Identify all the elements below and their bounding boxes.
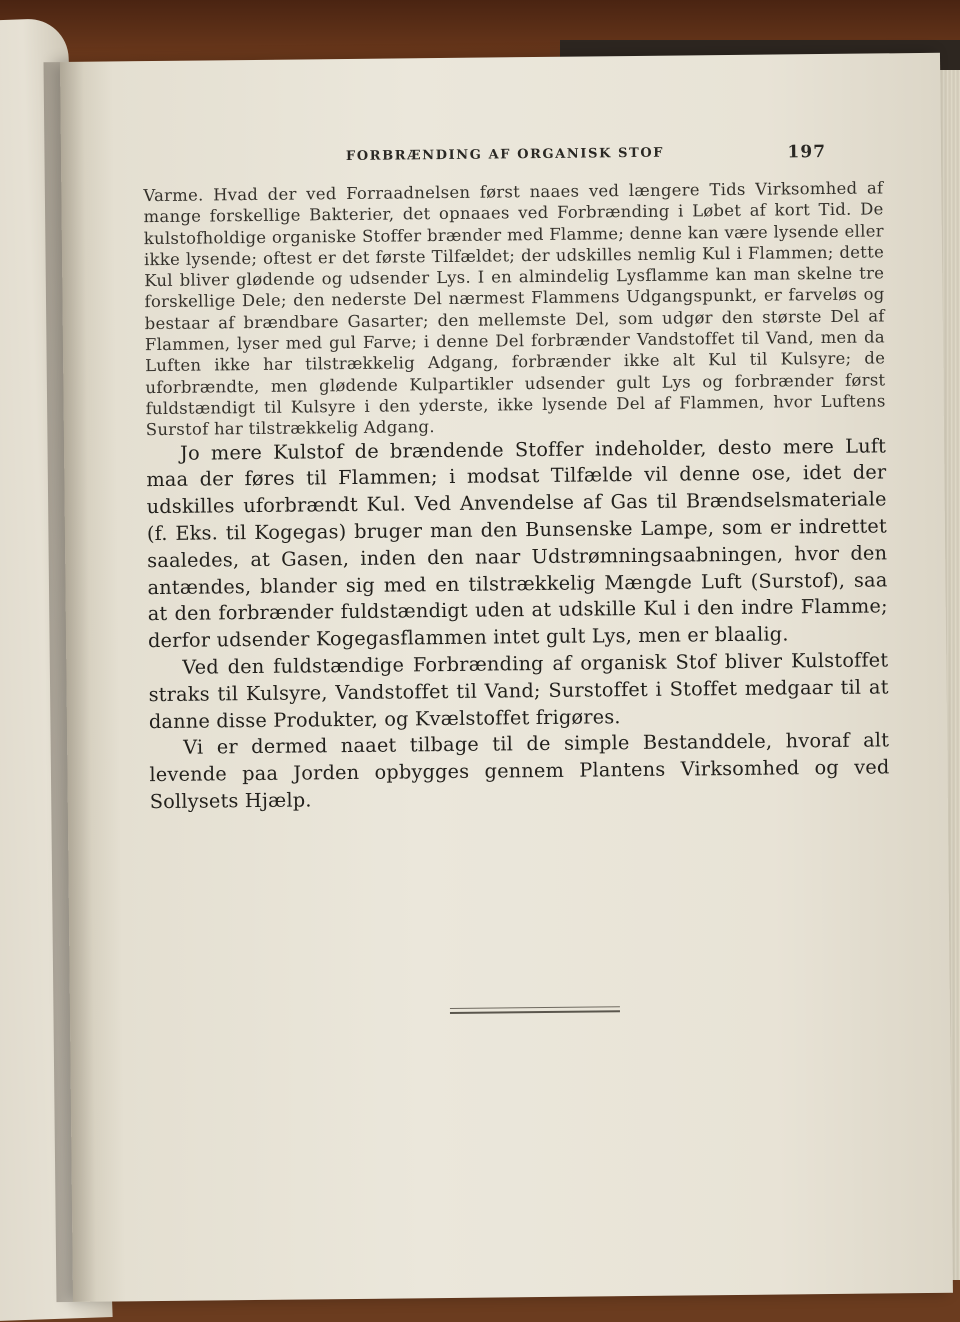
page-text [143, 177, 890, 815]
section-end-rule [450, 1006, 620, 1016]
running-title: FORBRÆNDING AF ORGANISK STOF [345, 145, 665, 165]
book-page [60, 53, 953, 1302]
paragraph-conclusion: Vi er dermed naaet tilbage til de simple Bestanddele, hvoraf alt levende paa Jorden opbygges gennem Plantens Virksomhed og ved Sollysets Hjælp. [149, 728, 890, 814]
rule-line-lower [450, 1010, 620, 1014]
paragraph-complete-combustion: Ved den fuldstændige Forbrænding af organisk Stof bliver Kulstoffet straks til Kulsyre, Vandstoffet til Vand; Surstoffet i Stoffet medgaar til at danne disse Produkter, og Kvælstoffet frigøres. [148, 648, 889, 733]
paragraph-bunsen-lamp: Jo mere Kulstof de brændende Stoffer indeholder, desto mere Luft maa der føres til Flammen; i modsat Tilfælde vil denne ose, idet der udskilles uforbrændt Kul. Ved Anvendelse af Gas til Brændselsmateriale (f. Eks. til Kogegas) bruger man den Bunsenske Lampe, som er indrettet saaledes, at Gasen, inden den naar Udstrømningsaabningen, hvor den antændes, blander sig med en tilstrækkelig Mængde Luft (Surstof), saa at den forbrænder fuldstændigt uden at udskille Kul i den indre Flamme; derfor udsender Kogegasflammen intet gult Lys, men er blaalig. [146, 433, 888, 653]
rule-line-upper [450, 1006, 620, 1009]
page-number: 197 [787, 141, 827, 163]
running-head [346, 142, 826, 171]
paragraph-flame-structure: Varme. Hvad der ved Forraadnelsen først naaes ved længere Tids Virksomhed af mange forskellige Bakterier, det opnaaes ved Forbrænding i Løbet af kort Tid. De kulstofholdige organiske Stoffer brænder med Flamme; denne kan være lysende eller ikke lysende; oftest er det første Tilfældet; der udskilles nemlig Kul i Flammen; dette Kul bliver glødende og udsender Lys. I en almindelig Lysflamme kan man skelne tre forskellige Dele; den nederste Del nærmest Flammens Udgangspunkt, er farveløs og bestaar af brændbare Gasarter; den mellemste Del, som udgør den største Del af Flammen, lyser med gul Farve; i denne Del forbrænder Vandstoffet til Vand, men da Luften ikke har tilstrækkelig Adgang, forbrænder ikke alt Kul til Kulsyre; de uforbrændte, men glødende Kulpartikler udsender gult Lys og forbrænder først fuldstændigt til Kulsyre i den yderste, ikke lysende Del af Flammen, hvor Luftens Surstof har tilstrækkelig Adgang. [143, 178, 886, 440]
